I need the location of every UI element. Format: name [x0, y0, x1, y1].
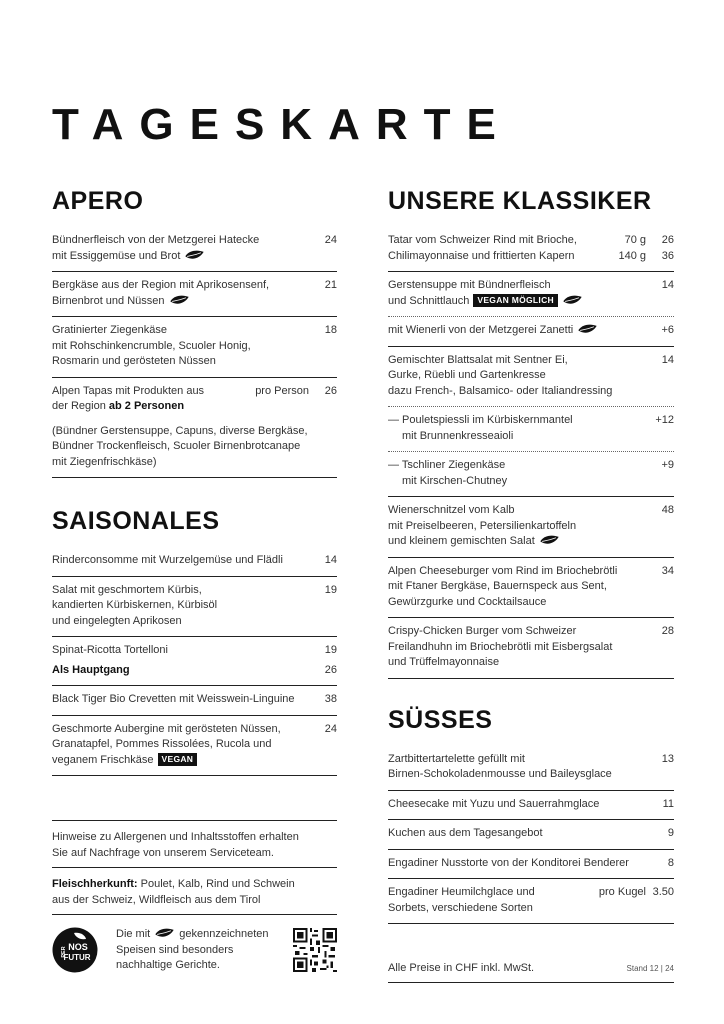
footer — [388, 962, 674, 983]
menu-item: Kuchen aus dem Tagesangebot 9 — [388, 820, 674, 850]
susses-list — [388, 752, 674, 925]
price: 13 — [661, 752, 674, 765]
price: 21 — [324, 279, 337, 291]
menu-item: Cheesecake mit Yuzu und Sauerrahmglace 11 — [388, 791, 674, 821]
menu-item: Alpen Tapas mit Produkten aus pro Person der Region ab 2 Personen (Bündner Gerstensuppe, Capuns, diverse Bergkäse, Bündner Trockenfleisch, Scuoler Birnenbrotcanape mit Ziegenfrischkäse) 26 — [52, 378, 337, 479]
price: 3.50 — [652, 886, 674, 898]
unit-label: pro Person — [255, 384, 309, 397]
section-title-apero: APERO — [52, 187, 144, 215]
leaf-icon — [184, 250, 205, 261]
sustainability-legend: PER NOS FUTUR Die mit gekennzeichneten Speisen sind besonders nachhaltige Gerichte. — [52, 927, 337, 974]
vegan-possible-tag: VEGAN MÖGLICH — [473, 294, 558, 307]
leaf-icon — [539, 535, 560, 546]
menu-item: Bündnerfleisch von der Metzgerei Hatecke mit Essiggemüse und Brot 24 — [52, 233, 337, 272]
price: 19 — [324, 644, 337, 656]
menu-item: Black Tiger Bio Crevetten mit Weisswein-Linguine 38 — [52, 686, 337, 716]
menu-item: Zartbittertartelette gefüllt mit Birnen-Schokoladenmousse und Baileysglace 13 — [388, 752, 674, 791]
section-title-klassiker: UNSERE KLASSIKER — [388, 187, 652, 215]
price: 26 — [324, 663, 337, 676]
menu-item: Bergkäse aus der Region mit Aprikosensenf, Birnenbrot und Nüssen 21 — [52, 272, 337, 317]
menu-item: — Tschliner Ziegenkäse mit Kirschen-Chutney +9 — [388, 452, 674, 497]
stand-label: Stand 12 | 24 — [626, 964, 674, 973]
price: +9 — [661, 459, 674, 471]
price: 14 — [661, 279, 674, 291]
weight-label: 140 g — [618, 249, 646, 262]
menu-item: Gemischter Blattsalat mit Sentner Ei, Gurke, Rüebli und Gartenkresse dazu French-, Balsamico- oder Italiandressing 14 — [388, 347, 674, 408]
logo-per: PER — [61, 946, 67, 958]
right-column — [388, 186, 674, 924]
price: 36 — [661, 249, 674, 262]
price: +6 — [661, 324, 674, 336]
menu-item: Crispy-Chicken Burger vom Schweizer Freilandhuhn im Briochebrötli mit Eisbergsalat und Trüffelmayonnaise 28 — [388, 618, 674, 679]
meat-origin-note: Fleischherkunft: Poulet, Kalb, Rind und Schwein aus der Schweiz, Wildfleisch aus dem Tirol — [52, 868, 337, 915]
price: 8 — [667, 856, 674, 869]
price: 34 — [661, 564, 674, 577]
price: 11 — [662, 797, 674, 810]
apero-list — [52, 233, 337, 478]
left-column — [52, 186, 337, 776]
price: 26 — [661, 234, 674, 246]
leaf-icon — [169, 295, 190, 306]
info-box — [52, 820, 337, 974]
menu-item: Gratinierter Ziegenkäse mit Rohschinkencrumble, Scuoler Honig, Rosmarin und gerösteten Nüssen 18 — [52, 317, 337, 378]
price: 18 — [324, 324, 337, 336]
qr-code[interactable] — [293, 928, 337, 972]
menu-item: Wienerschnitzel vom Kalb mit Preiselbeeren, Petersilienkartoffeln und kleinem gemischten Salat 48 — [388, 497, 674, 558]
menu-item: Tatar vom Schweizer Rind mit Brioche, Chilimayonnaise und frittierten Kapern 70 g 140 g 26 36 — [388, 233, 674, 272]
leaf-icon — [562, 295, 583, 306]
leaf-icon — [577, 324, 598, 335]
leaf-icon — [154, 928, 175, 939]
vegan-tag: VEGAN — [158, 753, 198, 766]
menu-item: Salat mit geschmortem Kürbis, kandierten Kürbiskernen, Kürbisöl und eingelegten Aprikosen 19 — [52, 577, 337, 638]
menu-item: Gerstensuppe mit Bündnerfleisch und Schnittlauch VEGAN MÖGLICH 14 — [388, 272, 674, 317]
per-nos-futur-logo — [52, 927, 98, 973]
allergen-note: Hinweise zu Allergenen und Inhaltsstoffen erhalten Sie auf Nachfrage von unserem Serviceteam. — [52, 820, 337, 868]
page-title: TAGESKARTE — [52, 100, 512, 149]
price: 14 — [324, 554, 337, 566]
klassiker-list — [388, 233, 674, 679]
logo-futur: FUTUR — [63, 953, 91, 963]
price: 24 — [324, 722, 337, 735]
section-title-susses: SÜSSES — [388, 705, 493, 734]
menu-item: Alpen Cheeseburger vom Rind im Briochebrötli mit Ftaner Bergkäse, Bauernspeck aus Sent, Gewürzgurke und Cocktailsauce 34 — [388, 558, 674, 619]
menu-item: Engadiner Nusstorte von der Konditorei Benderer 8 — [388, 850, 674, 880]
price: 38 — [324, 693, 337, 705]
menu-item: Spinat-Ricotta Tortelloni 19 Als Hauptgang 26 — [52, 637, 337, 686]
menu-item: Rinderconsomme mit Wurzelgemüse und Flädli 14 — [52, 553, 337, 577]
price: +12 — [655, 414, 674, 426]
price: 24 — [324, 234, 337, 246]
saisonales-list — [52, 553, 337, 776]
logo-nos: NOS — [68, 942, 88, 953]
weight-label: 70 g — [624, 234, 646, 246]
price: 28 — [661, 625, 674, 637]
price: 19 — [324, 583, 337, 596]
menu-item: mit Wienerli von der Metzgerei Zanetti +6 — [388, 317, 674, 347]
price: 26 — [324, 384, 337, 397]
menu-item: — Pouletspiessli im Kürbiskernmantel mit Brunnenkresseaioli +12 — [388, 407, 674, 452]
price: 14 — [661, 353, 674, 366]
menu-item: Geschmorte Aubergine mit gerösteten Nüssen, Granatapfel, Pommes Rissolées, Rucola und veganem Frischkäse VEGAN 24 — [52, 716, 337, 777]
price: 48 — [661, 504, 674, 516]
menu-item: Engadiner Heumilchglace und Sorbets, verschiedene Sorten pro Kugel 3.50 — [388, 879, 674, 924]
price-note: Alle Preise in CHF inkl. MwSt. — [388, 962, 535, 974]
price: 9 — [667, 827, 674, 839]
unit-label: pro Kugel — [598, 886, 646, 898]
section-title-saisonales: SAISONALES — [52, 507, 220, 535]
